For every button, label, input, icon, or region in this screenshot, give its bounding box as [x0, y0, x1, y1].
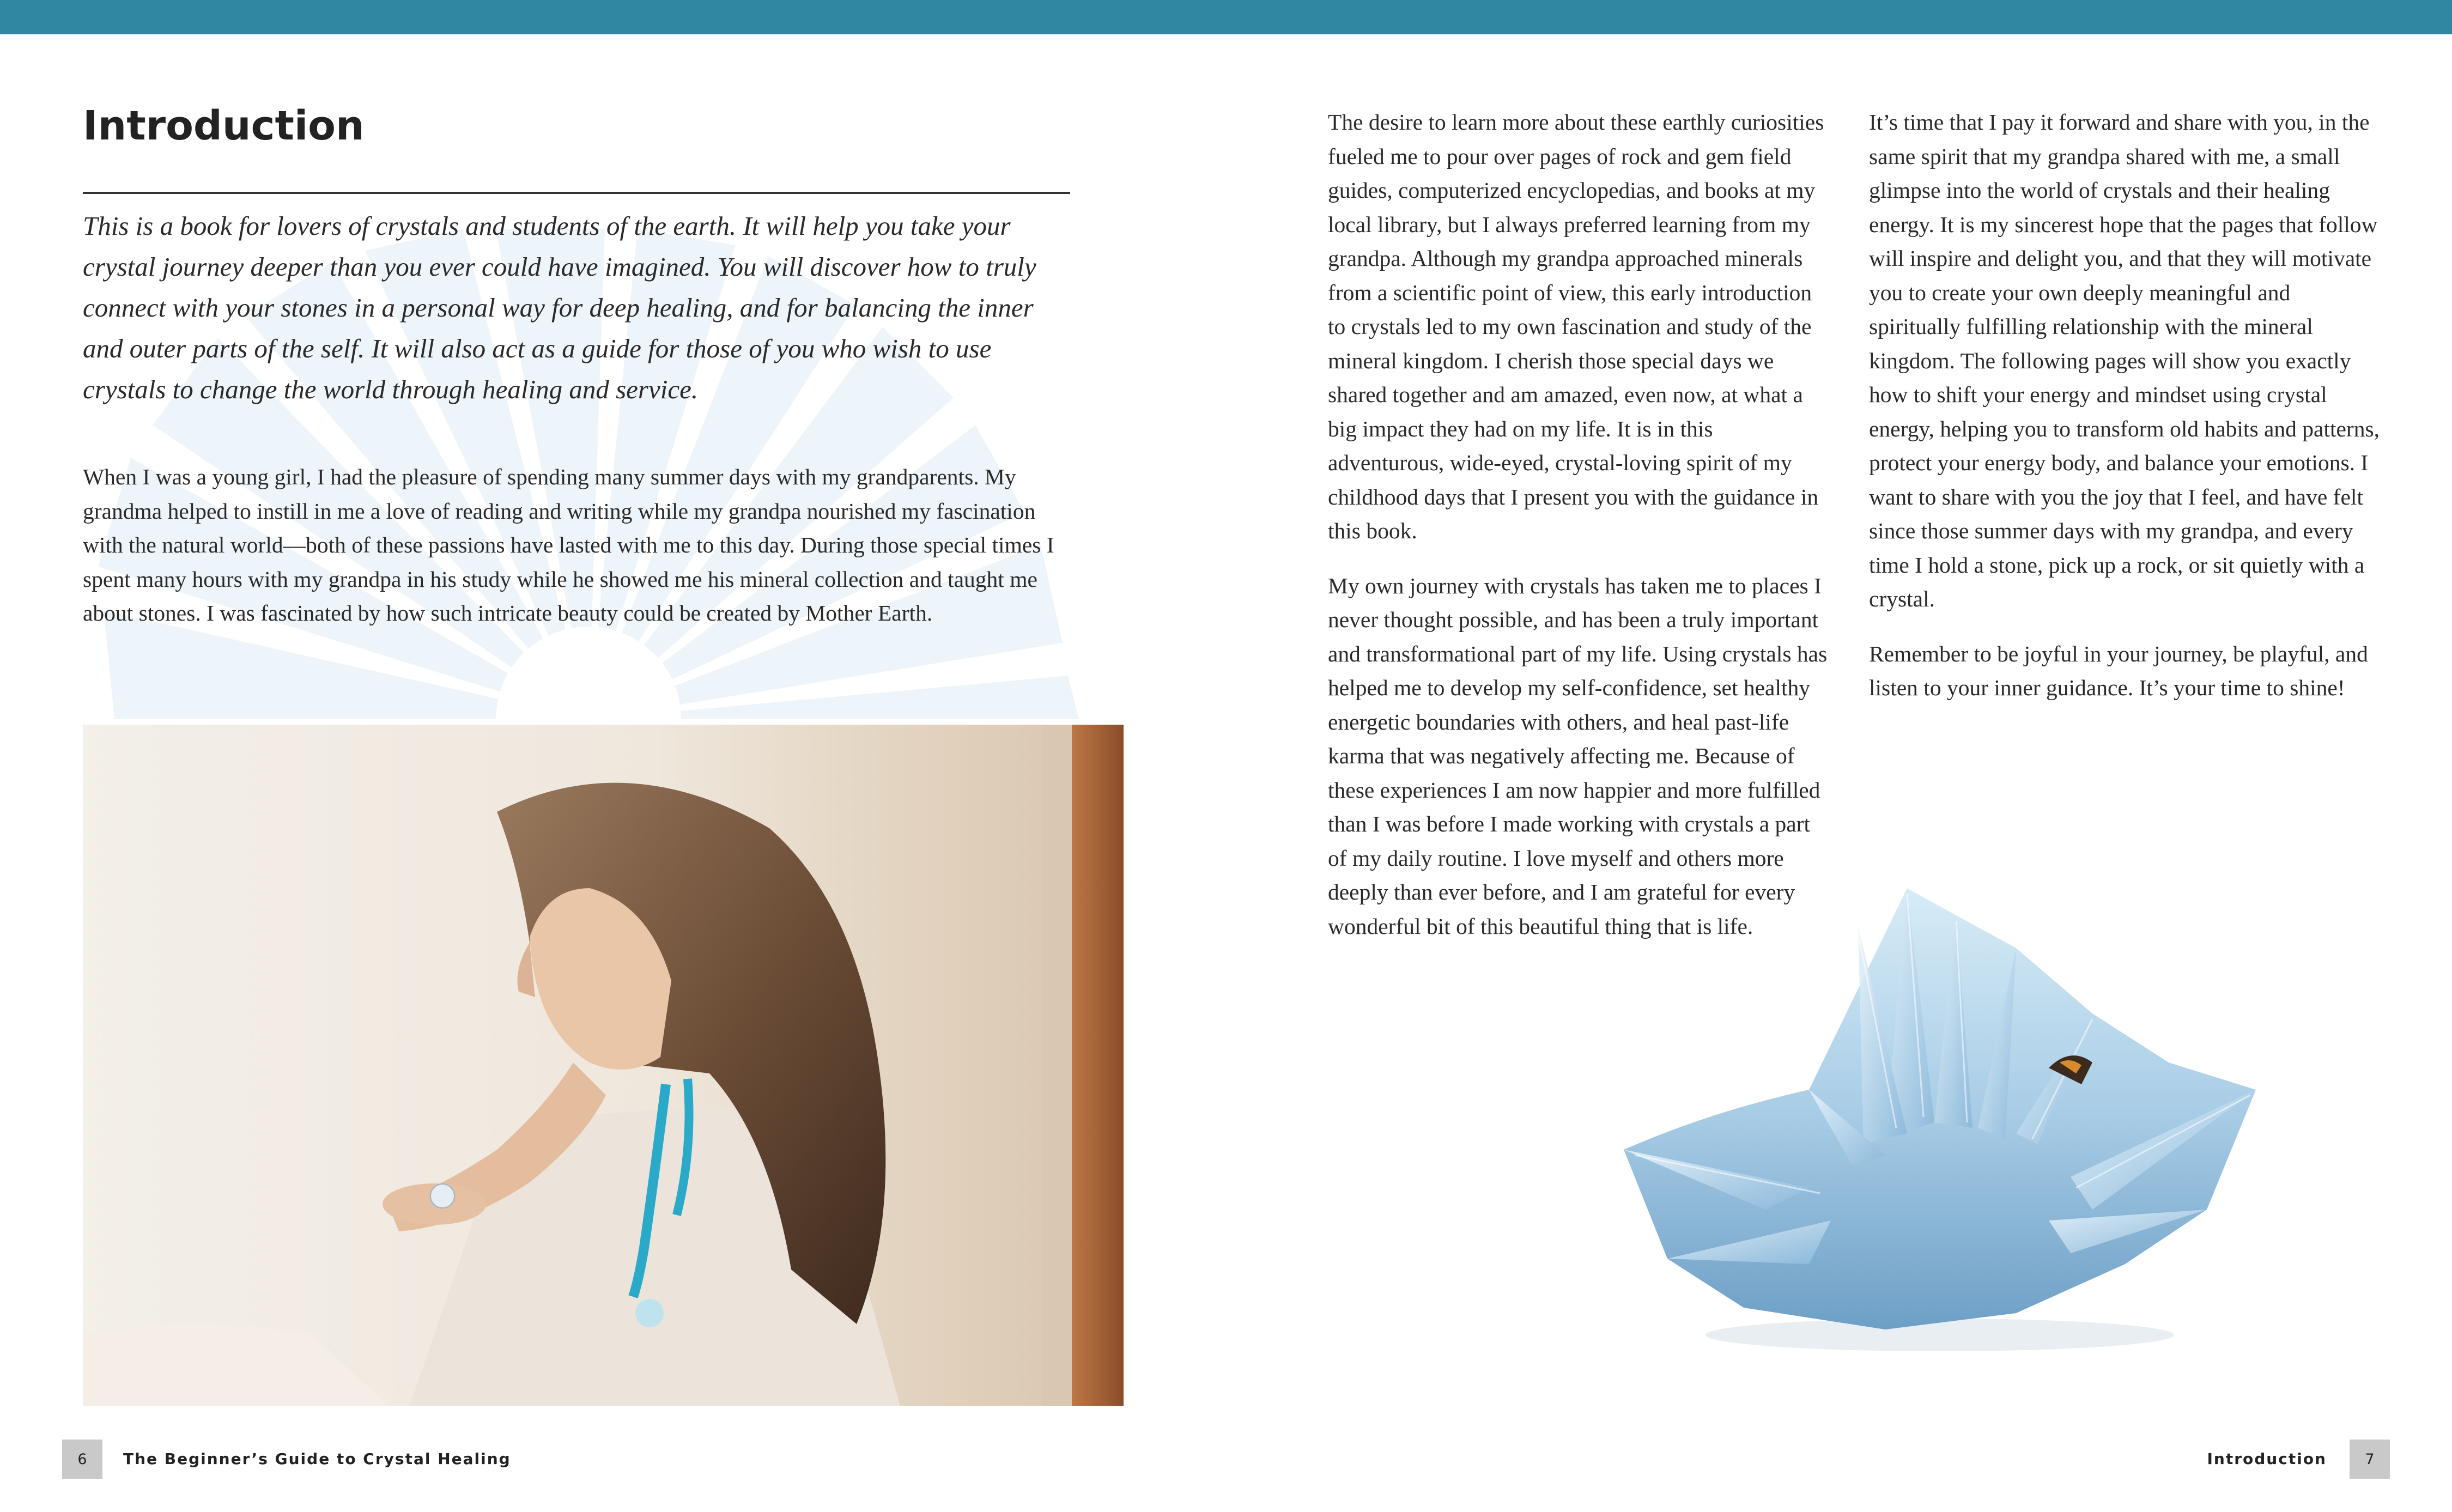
body-paragraph-2: The desire to learn more about these earthly curiosities fueled me to pour over pages of rock and gem field guides, computerized encyclopedias, and books at my local library, but I always preferred learning from my grandpa. Although my grandpa approached minerals from a scientific point of view, this early introduction to crystals led to my own fascination and study of the mineral kingdom. I cherish those special days we shared together and am amazed, even now, at what a big impact they had on my life. It is in this adventurous, wide-eyed, crystal-loving spirit of my childhood days that I present you with the guidance in this book. — [1328, 110, 1824, 543]
intro-italic-paragraph: This is a book for lovers of crystals and students of the earth. It will help you take your crystal journey deeper than you ever could have imagined. You will discover how to truly connect with your stones in a personal way for deep healing, and for balancing the inner and outer parts of the self. It will also act as a guide for those of you who wish to use crystals to change the world through healing and service. — [83, 211, 1036, 404]
page-title: Introduction — [83, 102, 365, 149]
body-paragraph-5: Remember to be joyful in your journey, be playful, and listen to your inner guidance. It’s your time to shine! — [1869, 641, 2368, 700]
body-paragraph-4: It’s time that I pay it forward and share with you, in the same spirit that my grandpa shared with me, a small glimpse into the world of crystals and their healing energy. It is my sincerest hope that the pages that follow will inspire and delight you, and that they will motivate you to create your own deeply meaningful and spiritually fulfilling relationship with the mineral kingdom. The following pages will show you exactly how to shift your energy and mindset using crystal energy, helping you to transform old habits and patterns, protect your energy body, and balance your emotions. I want to share with you the joy that I feel, and have felt since those summer days with my grandpa, and every time I hold a stone, pick up a rock, or sit quietly with a crystal. — [1869, 110, 2380, 611]
girl-holding-crystal-photo — [83, 725, 1124, 1406]
footer-book-title: The Beginner’s Guide to Crystal Healing — [123, 1450, 511, 1468]
column-right — [1869, 105, 2381, 726]
top-color-bar — [0, 0, 2452, 34]
footer-section-title: Introduction — [2207, 1450, 2327, 1468]
page-number-left: 6 — [62, 1440, 102, 1479]
body-paragraph-1: When I was a young girl, I had the pleasure of spending many summer days with my grandparents. My grandma helped to instill in me a love of reading and writing while my grandpa nourished my fascination with the natural world—both of these passions have lasted with me to this day. During those special times I spent many hours with my grandpa in his study while he showed me his mineral collection and taught me about stones. I was fascinated by how such intricate beauty could be created by Mother Earth. — [83, 464, 1054, 626]
column-middle — [1328, 105, 1832, 964]
body-paragraph-3: My own journey with crystals has taken me to places I never thought possible, and has been a truly important and transformational part of my life. Using crystals has helped me to develop my self-confidence, set healthy energetic boundaries with others, and heal past-life karma that was negatively affecting me. Because of these experiences I am now happier and more fulfilled than I was before I made working with crystals a part of my daily routine. I love myself and others more deeply than ever before, and I am grateful for every wonderful bit of this beautiful thing that is life. — [1328, 573, 1828, 939]
page-number-right: 7 — [2350, 1440, 2390, 1479]
title-divider — [83, 192, 1070, 194]
blue-crystal-cluster-image — [1602, 883, 2278, 1362]
